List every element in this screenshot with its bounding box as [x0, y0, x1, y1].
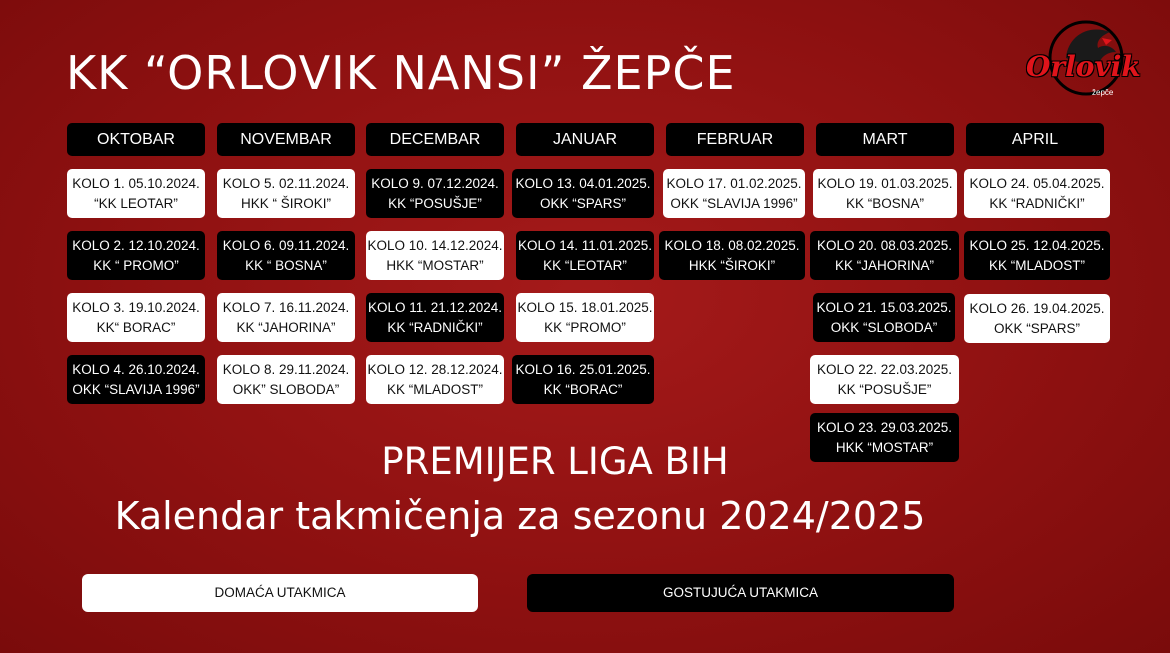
month-novembar: NOVEMBAR	[217, 123, 355, 156]
game-card	[813, 293, 955, 342]
month-decembar: DECEMBAR	[366, 123, 504, 156]
game-round: KOLO 25. 12.04.2025.	[969, 237, 1105, 253]
game-round: KOLO 19. 01.03.2025.	[817, 175, 953, 191]
season-heading: Kalendar takmičenja za sezonu 2024/2025	[114, 494, 926, 538]
game-round: KOLO 4. 26.10.2024.	[72, 361, 200, 377]
legend-away: GOSTUJUĆA UTAKMICA	[527, 574, 954, 612]
game-opponent: KK “BOSNA”	[845, 195, 924, 211]
game-round: KOLO 23. 29.03.2025.	[816, 419, 953, 435]
game-card	[366, 231, 504, 280]
game-round: KOLO 21. 15.03.2025.	[816, 299, 952, 315]
game-round: KOLO 7. 16.11.2024.	[222, 299, 350, 315]
game-round: KOLO 8. 29.11.2024.	[222, 361, 350, 377]
game-round: KOLO 11. 21.12.2024.	[367, 299, 503, 315]
game-card	[964, 169, 1110, 218]
game-round: KOLO 1. 05.10.2024.	[72, 175, 200, 191]
game-card	[67, 231, 205, 280]
game-card	[810, 231, 959, 280]
game-round: KOLO 24. 05.04.2025.	[969, 175, 1105, 191]
game-opponent: KK “RADNIČKI”	[387, 319, 483, 335]
game-round: KOLO 2. 12.10.2024.	[72, 237, 200, 253]
game-opponent: KK “MLADOST”	[386, 381, 483, 397]
game-round: KOLO 3. 19.10.2024.	[72, 299, 200, 315]
game-card	[659, 231, 805, 280]
game-card	[512, 355, 654, 404]
month-mart: MART	[816, 123, 954, 156]
logo-text: Orlovik	[1026, 50, 1141, 83]
game-round: KOLO 20. 08.03.2025.	[816, 237, 953, 253]
game-opponent: KK “LEOTAR”	[543, 257, 627, 273]
game-opponent: KK “ PROMO”	[93, 257, 179, 273]
game-round: KOLO 22. 22.03.2025.	[816, 361, 953, 377]
game-round: KOLO 14. 11.01.2025.	[517, 237, 653, 253]
game-card	[217, 293, 355, 342]
legend-home: DOMAĆA UTAKMICA	[82, 574, 478, 612]
game-opponent: OKK “SLOBODA”	[830, 319, 938, 335]
game-opponent: KK “JAHORINA”	[236, 319, 336, 335]
game-card	[366, 169, 504, 218]
game-card	[67, 293, 205, 342]
game-card	[217, 355, 355, 404]
game-round: KOLO 18. 08.02.2025.	[664, 237, 800, 253]
game-round: KOLO 9. 07.12.2024.	[371, 175, 499, 191]
game-card	[67, 355, 205, 404]
game-card	[217, 169, 355, 218]
game-round: KOLO 6. 09.11.2024.	[222, 237, 350, 253]
game-round: KOLO 5. 02.11.2024.	[222, 175, 350, 191]
game-card	[813, 169, 957, 218]
month-februar: FEBRUAR	[666, 123, 804, 156]
game-round: KOLO 17. 01.02.2025.	[666, 175, 802, 191]
month-oktobar: OKTOBAR	[67, 123, 205, 156]
game-opponent: HKK “MOSTAR”	[835, 439, 934, 455]
league-name: PREMIJER LIGA BIH	[381, 440, 729, 483]
page-title: KK “ORLOVIK NANSI” ŽEPČE	[66, 46, 736, 100]
logo-subtext: žepče	[1092, 88, 1114, 97]
game-opponent: KK “BORAC”	[543, 381, 623, 397]
game-card	[516, 293, 654, 342]
game-opponent: HKK “ ŠIROKI”	[240, 195, 331, 211]
game-opponent: HKK “ŠIROKI”	[688, 257, 776, 273]
game-opponent: OKK “SPARS”	[539, 195, 627, 211]
month-januar: JANUAR	[516, 123, 654, 156]
game-opponent: OKK “SPARS”	[993, 320, 1081, 336]
game-card	[964, 231, 1110, 280]
game-round: KOLO 12. 28.12.2024.	[367, 361, 503, 377]
game-opponent: KK “MLADOST”	[988, 257, 1085, 273]
club-logo	[1026, 18, 1141, 104]
game-card	[810, 355, 959, 404]
game-opponent: KK “ BOSNA”	[245, 257, 327, 273]
game-opponent: KK “RADNIČKI”	[989, 195, 1085, 211]
game-opponent: “KK LEOTAR”	[94, 195, 178, 211]
game-opponent: HKK “MOSTAR”	[386, 257, 484, 273]
game-card	[516, 231, 654, 280]
game-round: KOLO 13. 04.01.2025.	[515, 175, 651, 191]
month-april: APRIL	[966, 123, 1104, 156]
game-round: KOLO 10. 14.12.2024.	[367, 237, 503, 253]
game-opponent: KK “PROMO”	[544, 319, 626, 335]
game-opponent: KK“ BORAC”	[96, 319, 176, 335]
game-card	[217, 231, 355, 280]
game-card	[67, 169, 205, 218]
game-opponent: OKK” SLOBODA”	[232, 381, 340, 397]
game-round: KOLO 15. 18.01.2025.	[517, 299, 653, 315]
game-round: KOLO 26. 19.04.2025.	[969, 300, 1105, 316]
game-card	[512, 169, 654, 218]
game-card	[366, 355, 504, 404]
game-opponent: OKK “SLAVIJA 1996”	[72, 381, 200, 397]
game-opponent: KK “POSUŠJE”	[388, 195, 482, 211]
game-opponent: KK “JAHORINA”	[834, 257, 934, 273]
game-opponent: KK “POSUŠJE”	[837, 381, 932, 397]
game-opponent: OKK “SLAVIJA 1996”	[670, 195, 798, 211]
game-card	[366, 293, 504, 342]
game-round: KOLO 16. 25.01.2025.	[515, 361, 651, 377]
game-card	[663, 169, 805, 218]
game-card	[964, 294, 1110, 343]
